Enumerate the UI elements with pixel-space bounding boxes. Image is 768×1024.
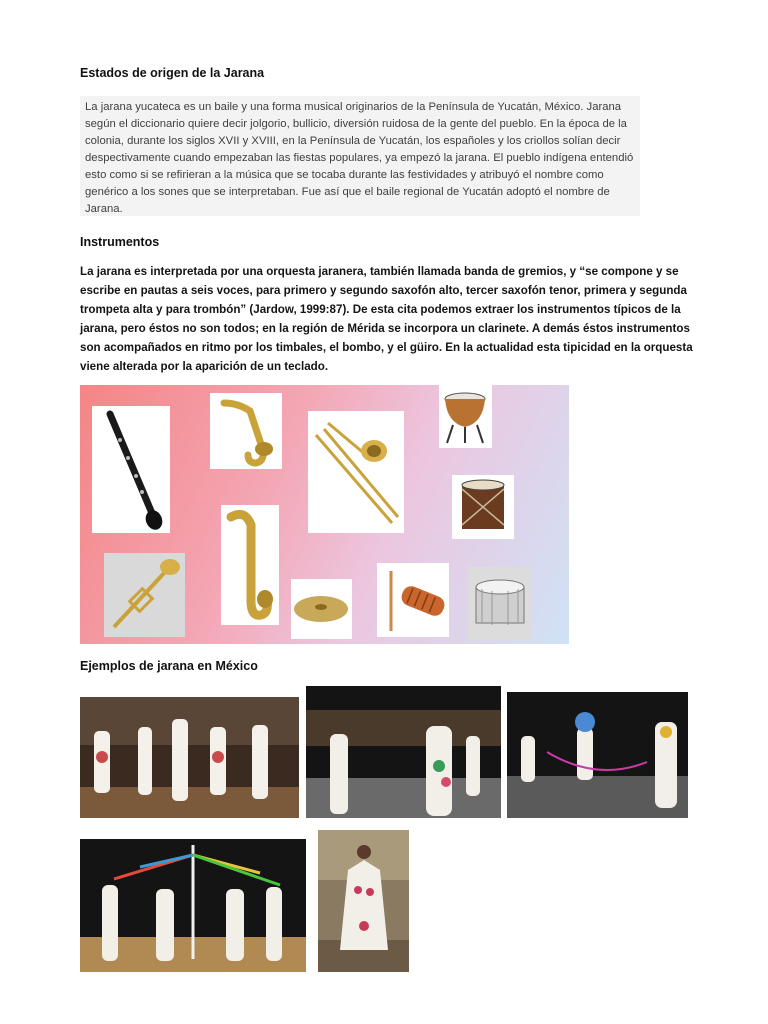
trombone-image [308,411,404,533]
bass-drum-image [452,475,514,539]
clarinet-image [92,406,170,533]
cymbal-image [291,579,352,639]
alto-saxophone-image [210,393,282,469]
section-heading-origin: Estados de origen de la Jarana [80,66,265,80]
section-heading-examples: Ejemplos de jarana en México [80,659,258,673]
snare-drum-image [468,567,531,640]
section-heading-instruments: Instrumentos [80,235,160,249]
jarana-photo-5 [318,830,409,972]
instruments-paragraph: La jarana es interpretada por una orquesta jaranera, también llamada banda de gremios, y “se compone y se escribe en pautas a seis voces, para primero y segundo saxofón alto, tercer saxofón tenor, primera y segunda trompeta alta y para trombón” (Jardow, 1999:87). De esta cita podemos extraer los instrumentos típicos de la jarana, pero éstos no son todos; en la región de Mérida se incorpora un clarinete. A demás éstos instrumentos son acompañados en ritmo por los timbales, el bombo, y el güiro. En la actualidad esta tipicidad en la orquesta viene alterada por la aparición de un teclado. [80,265,693,373]
baritone-saxophone-image [221,505,279,625]
instruments-collage [80,385,569,644]
jarana-photo-1 [80,697,299,818]
jarana-photo-4 [80,839,306,972]
trumpet-image [104,553,185,637]
jarana-photo-3 [507,692,688,818]
guiro-image [377,563,449,637]
jarana-photo-2 [306,686,501,818]
timpani-image [439,385,492,448]
origin-quote-text: La jarana yucateca es un baile y una forma musical originarios de la Península de Yucatán, México. Jarana según el diccionario quiere decir jolgorio, bullicio, diversión ruidosa de la gente del pueblo. En la época de la colonia, durante los siglos XVII y XVIII, en la Península de Yucatán, los españoles y los criollos solían decir despectivamente cuando empezaban las fiestas populares, ya empezó la jarana. El pueblo indígena entendió esto como si se refirieran a la música que se tocaba durante las festividades y atribuyó el nombre como genérico a los sones que se interpretaban. Fue así que el baile regional de Yucatán adoptó el nombre de Jarana. [80,96,640,216]
